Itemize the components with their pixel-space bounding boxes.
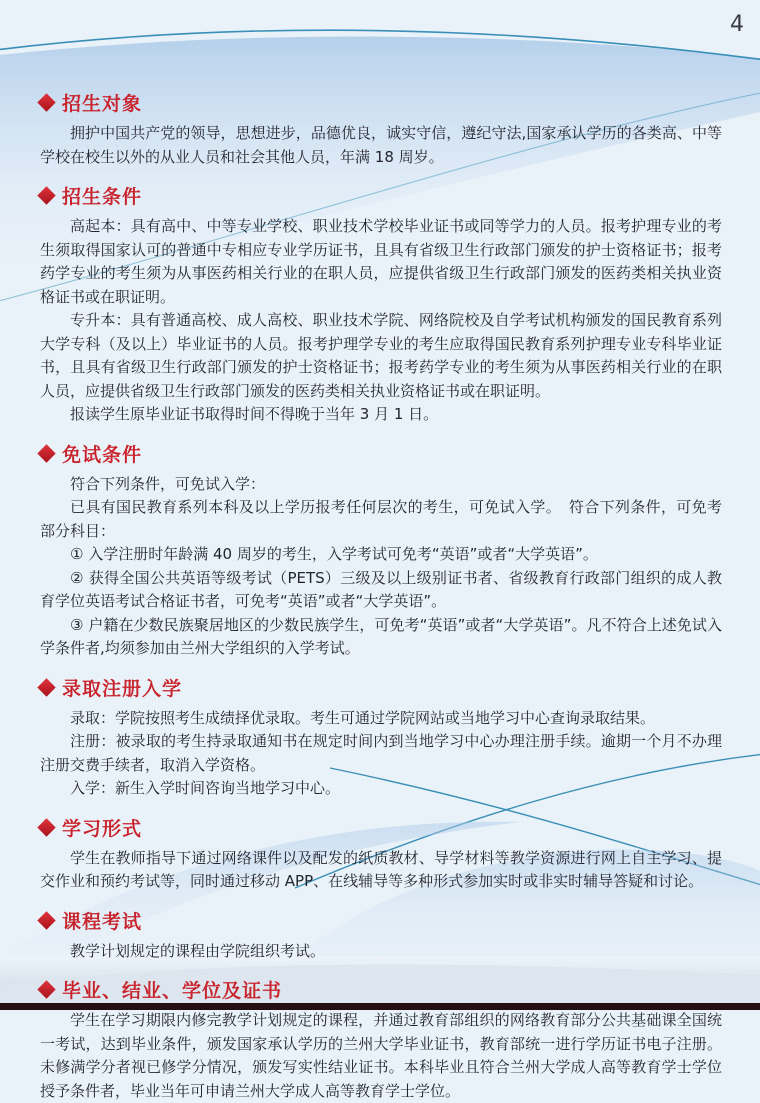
section-title: 招生对象 (62, 93, 143, 115)
page-number: 4 (730, 12, 744, 37)
diamond-icon (37, 93, 55, 111)
paragraph: 专升本：具有普通高校、成人高校、职业技术学院、网络院校及自学考试机构颁发的国民教育系列大学专科（及以上）毕业证书的人员。报考护理学专业的考生应取得国民教育系列护理专业专科毕业证书，且具有省级卫生行政部门颁发的护士资格证书；报考药学专业的考生须为从事医药相关行业的在职人员，应提供省级卫生行政部门颁发的医药类相关执业资格证书或在职证明。 (40, 311, 722, 400)
section-title: 招生条件 (62, 186, 143, 208)
section-heading (40, 89, 722, 116)
paragraph: 拥护中国共产党的领导，思想进步，品德优良，诚实守信，遵纪守法,国家承认学历的各类高、中等学校在校生以外的从业人员和社会其他人员，年满 18 周岁。 (40, 124, 722, 166)
paragraph: 注册：被录取的考生持录取通知书在规定时间内到当地学习中心办理注册手续。逾期一个月不办理注册交费手续者，取消入学资格。 (40, 732, 722, 774)
diamond-icon (37, 444, 55, 462)
section-heading (40, 907, 722, 934)
section-enrollment-conditions (40, 182, 722, 427)
section-study-format (40, 814, 722, 894)
section-title: 免试条件 (62, 443, 143, 466)
section-heading (40, 814, 722, 841)
paragraph: 入学：新生入学时间咨询当地学习中心。 (70, 779, 341, 797)
section-title: 录取注册入学 (62, 677, 183, 700)
section-title: 毕业、结业、学位及证书 (62, 980, 283, 1002)
section-admission-registration (40, 674, 722, 801)
paragraph: 学生在学习期限内修完教学计划规定的课程，并通过教育部组织的网络教育部分公共基础课全国统一考试，达到毕业条件，颁发国家承认学历的兰州大学毕业证书，教育部统一进行学历证书电子注册。未修满学分者视已修学分情况，颁发写实性结业证书。本科毕业且符合兰州大学成人高等教育学士学位授予条件者，毕业当年可申请兰州大学成人高等教育学士学位。 (40, 1011, 722, 1100)
section-course-exams (40, 907, 722, 964)
diamond-icon (37, 911, 55, 929)
paragraph: 符合下列条件，可免试入学： (70, 474, 266, 493)
paragraph: 学生在教师指导下通过网络课件以及配发的纸质教材、导学材料等教学资源进行网上自主学习、提交作业和预约考试等，同时通过移动 APP、在线辅导等多种形式参加实时或非实时辅导答疑和讨论。 (40, 848, 722, 890)
paragraph: ② 获得全国公共英语等级考试（PETS）三级及以上级别证书者、省级教育行政部门组织的成人教育学位英语考试合格证书者，可免考“英语”或者“大学英语”。 (40, 568, 722, 610)
diamond-icon (37, 980, 55, 998)
section-enrollment-target (40, 89, 722, 169)
section-heading (40, 182, 722, 209)
diamond-icon (37, 186, 55, 204)
section-graduation-degree (40, 976, 722, 1103)
section-heading (40, 976, 722, 1003)
diamond-icon (37, 678, 55, 696)
section-exam-exemption (40, 440, 722, 661)
section-title: 课程考试 (62, 910, 143, 933)
diamond-icon (37, 818, 55, 836)
paragraph: ① 入学注册时年龄满 40 周岁的考生，入学考试可免考“英语”或者“大学英语”。 (70, 545, 598, 563)
paragraph: 录取：学院按照考生成绩择优录取。考生可通过学院网站或当地学习中心查询录取结果。 (70, 708, 656, 727)
section-title: 学习形式 (62, 817, 143, 840)
section-heading (40, 674, 722, 701)
section-heading (40, 440, 722, 467)
paragraph: 高起本：具有高中、中等专业学校、职业技术学校毕业证书或同等学力的人员。报考护理专业的考生须取得国家认可的普通中专相应专业学历证书，且具有省级卫生行政部门颁发的护士资格证书；报考药学专业的考生须为从事医药相关行业的在职人员，应提供省级卫生行政部门颁发的医药类相关执业资格证书或在职证明。 (40, 217, 722, 306)
paragraph: 报读学生原毕业证书取得时间不得晚于当年 3 月 1 日。 (70, 405, 439, 423)
paragraph: 已具有国民教育系列本科及以上学历报考任何层次的考生，可免试入学。 符合下列条件，可免考部分科目： (40, 498, 722, 540)
paragraph: 教学计划规定的课程由学院组织考试。 (70, 941, 326, 960)
paragraph: ③ 户籍在少数民族聚居地区的少数民族学生，可免考“英语”或者“大学英语”。凡不符合上述免试入学条件者,均须参加由兰州大学组织的入学考试。 (40, 615, 722, 657)
